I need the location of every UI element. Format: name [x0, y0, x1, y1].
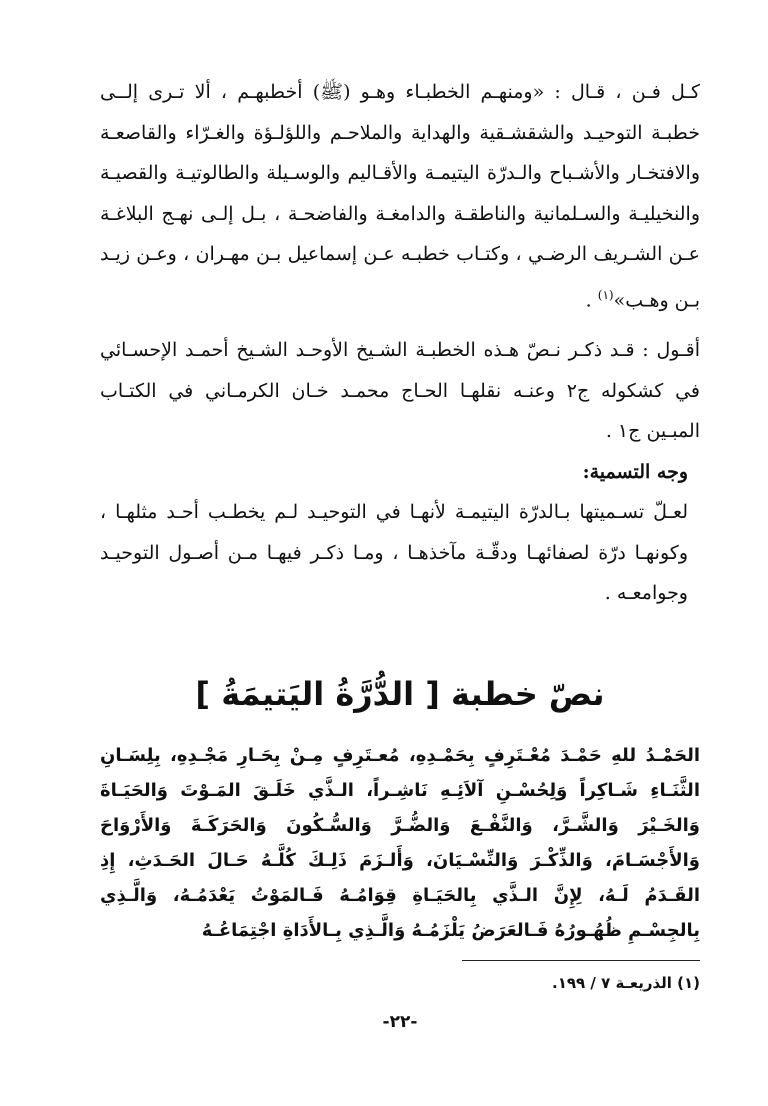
- section-heading-naming: وجه التسمية:: [582, 460, 688, 483]
- paragraph-naming: لعـلّ تسـميتها بـالدرّة اليتيمـة لأنهـا في التوحيـد لـم يخطـب أحـد مثلهـا ، وكونهـا درّة لصفائهـا ودقّـة مآخذهـا ، ومـا ذكـر فيهـا مـن أصـول التوحيـد وجوامعـه .: [100, 501, 688, 605]
- paragraph-aqul: أقـول : قـد ذكـر نـصّ هـذه الخطبـة الشـيخ الأوحـد الشـيخ أحمـد الإحسـائي في كشكوله ج٢ وعنـه نقلهـا الحـاج محمـد خـان الكرمـاني في الكتـاب المبـين ج١ .: [100, 339, 700, 443]
- footnote-divider: [462, 960, 700, 961]
- sermon-title: نصّ خطبة [ الدُّرَّةُ اليَتيمَةُ ]: [195, 675, 605, 713]
- book-page: [100, 62, 700, 1032]
- paragraph-end: .: [585, 288, 592, 311]
- sermon-text: الحَمْـدُ للهِ حَمْـدَ مُعْـتَرِفٍ بِحَمْـدِهِ، مُعـتَرِفٍ مِـنْ بِحَـارِ مَجْـدِهِ، بِلِسَـانِ الثَّنَـاءِ شَـاكِراً وَلِحُسْـنِ آلاَئِـهِ نَاشِـراً، الـذَّي خَلَـقَ المَـوْتَ وَالحَيَـاةَ وَالخَـيْرَ وَالشَّـرَّ، وَالنَّفْـعَ وَالضُّـرَّ وَالسُّـكُونَ وَالحَرَكَـةَ وَالأَرْوَاحَ وَالأَجْسَـامَ، وَالذِّكْـرَ وَالنِّسْـيَانَ، وَأَلـزَمَ ذَلِـكَ كُلَّـهُ حَـالَ الحَـدَثِ، إِذِ القَـدَمُ لَـهُ، لِإِنَّ الـذَّي بِالحَيَـاةِ قِوَامُـهُ فَـالمَوْتُ يَعْدَمُـهُ، وَالَّـذِي بِالجِسْـمِ ظُهُـورُهُ فَـالعَرَضُ يَلْزَمُـهُ وَالَّـذِي بِـالأَدَاةِ اجْتِمَاعُـهُ: [100, 745, 700, 941]
- page-number: -٢٢-: [382, 1012, 418, 1032]
- footnote: (١) الذريعـة ٧ / ١٩٩.: [552, 974, 700, 992]
- paragraph-khutab-list: [100, 72, 700, 320]
- paragraph-text: كـل فـن ، قـال : «ومنهـم الخطبـاء وهـو (ﷺ) أخطبهـم ، ألا تـرى إلــى خطبـة التوحيـد والشقشـقية والهداية والملاحـم واللؤلـؤة والغـرّاء والقاصعـة والافتخـار والأشـباح والـدرّة اليتيمـة والأقـاليم والوسـيلة والطالوتيـة والقصيـة والنخيليـة والسـلمانية والناطقـة والدامغـة والفاضحـة ، بـل إلـى نهـج البلاغـة عـن الشـريف الرضـي ، وكتـاب خطبـه عـن إسماعيل بـن مهـران ، وعـن زيـد بـن وهـب»: [100, 81, 700, 311]
- footnote-ref[interactable]: (١): [597, 287, 614, 302]
